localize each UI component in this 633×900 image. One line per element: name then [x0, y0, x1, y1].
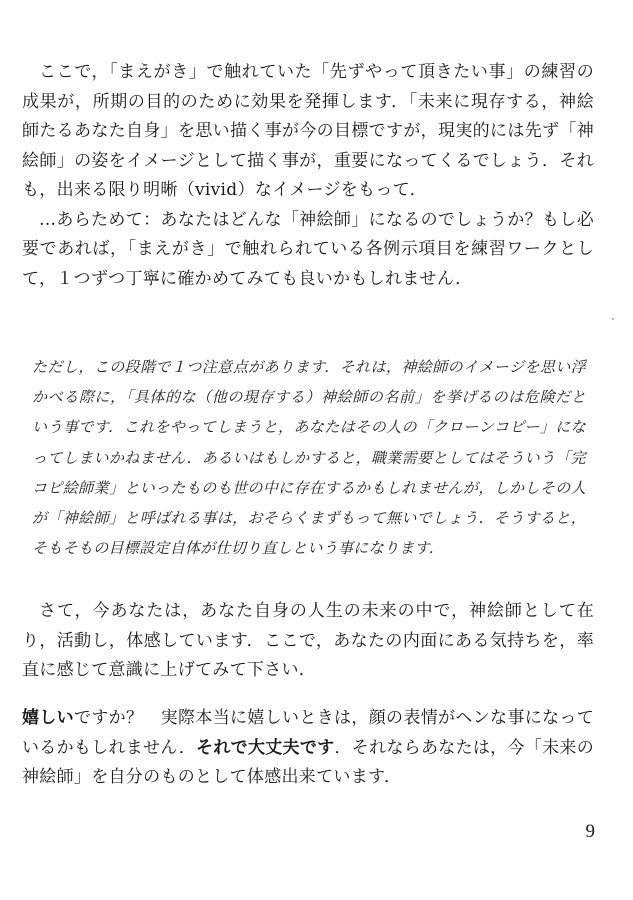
caution-note [32, 352, 586, 563]
paragraph-are-you-happy [22, 704, 594, 793]
body-section-intro [22, 58, 594, 294]
body-section-happy [22, 704, 594, 793]
paragraph-what-kind-of-artist: …あらためて：あなたはどんな「神絵師」になるのでしょうか？もし必要であれば，「まえがき」で触れられている各例示項目を練習ワークとして，１つずつ丁寧に確かめてみても良いかもしれません． [22, 209, 594, 289]
paragraph-practice-results: ここで，「まえがき」で触れていた「先ずやって頂きたい事」の練習の成果が，所期の目的のために効果を発揮します．「未来に現存する，神絵師たるあなた自身」を思い描く事が今の目標ですが，現実的には先ず「神絵師」の姿をイメージとして描く事が，重要になってくるでしょう．それも，出来る限り明晰（vivid）なイメージをもって． [22, 62, 594, 200]
paragraph-feel-inner-emotion: さて，今あなたは，あなた自身の人生の未来の中で，神絵師として在り，活動し，体感しています．ここで，あなたの内面にある気持ちを，率直に感じて意識に上げてみて下さい． [22, 601, 594, 680]
caution-note-text: ただし，この段階で１つ注意点があります．それは，神絵師のイメージを思い浮かべる際に，「具体的な（他の現存する）神絵師の名前」を挙げるのは危険だという事です．これをやってしまうと，あなたはその人の「クローンコピー」になってしまいかねません．あるいはもしかすると，職業需要としてはそういう「完コピ絵師業」といったものも世の中に存在するかもしれませんが，しかしその人が「神絵師」と呼ばれる事は，おそらくまずもって無いでしょう．そうすると，そもそもの目標設定自体が仕切り直しという事になります． [32, 358, 586, 558]
body-section-feel [22, 597, 594, 686]
emphasis-thats-fine: それで大丈夫です [196, 737, 335, 758]
emphasis-happy: 嬉しい [22, 708, 75, 728]
scan-speck [612, 318, 614, 320]
text-experiencing-future: ．それならあなたは，今「未来の神絵師」を自分のものとして体感出来ています． [22, 737, 594, 787]
text-happy-question: ですか？ 実際本当に嬉しいときは，顔の表情がヘンな事になっているかもしれません． [22, 708, 595, 758]
page-number: 9 [585, 821, 595, 842]
